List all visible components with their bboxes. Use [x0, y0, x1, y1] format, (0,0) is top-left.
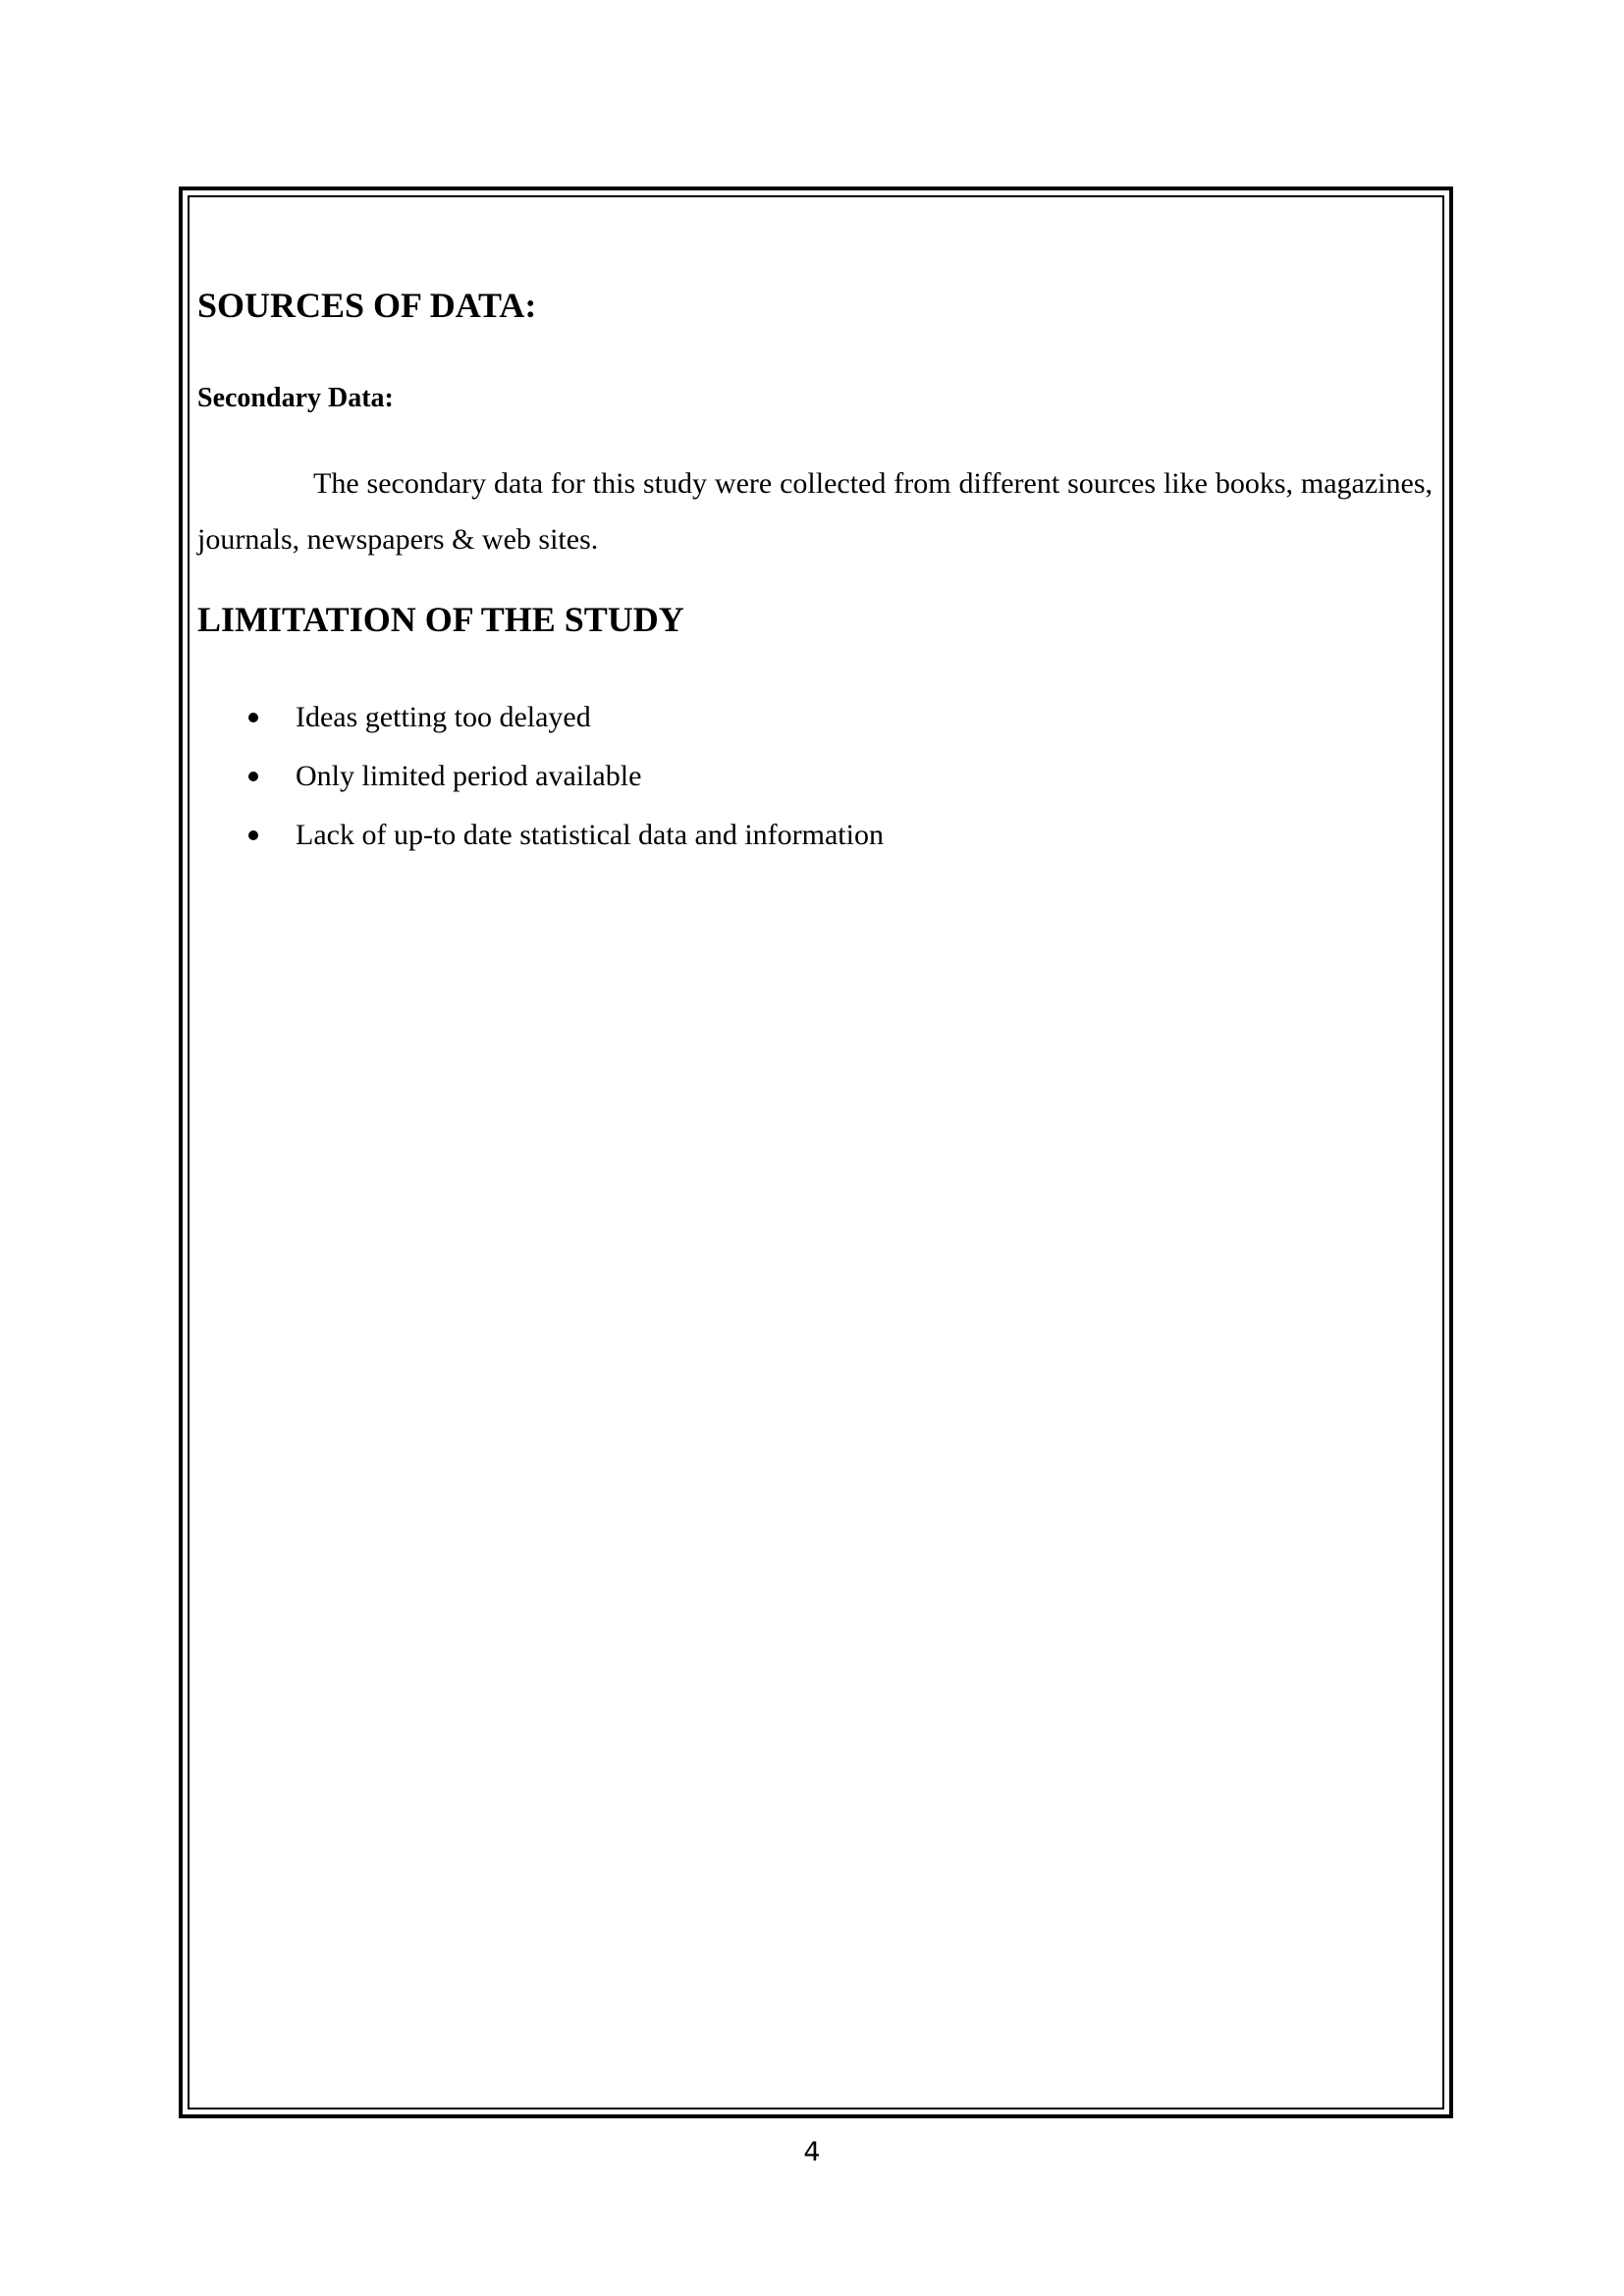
list-item	[197, 688, 884, 747]
list-item	[197, 747, 884, 806]
list-item-text: Only limited period available	[296, 760, 642, 792]
limitations-list	[197, 688, 884, 865]
sources-of-data-heading: SOURCES OF DATA:	[197, 286, 537, 325]
list-item	[197, 806, 884, 865]
page-content	[197, 281, 1433, 851]
list-item-text: Lack of up-to date statistical data and information	[296, 819, 884, 851]
page-number: 4	[803, 2137, 821, 2167]
list-item-text: Ideas getting too delayed	[296, 701, 591, 733]
bullet-icon	[248, 830, 258, 840]
limitation-heading: LIMITATION OF THE STUDY	[197, 600, 684, 639]
secondary-data-paragraph: The secondary data for this study were collected from different sources like books, magazines, journals, newspapers & web sites.	[197, 467, 1433, 556]
bullet-icon	[248, 772, 258, 781]
secondary-data-heading: Secondary Data:	[197, 383, 394, 413]
bullet-icon	[248, 713, 258, 722]
